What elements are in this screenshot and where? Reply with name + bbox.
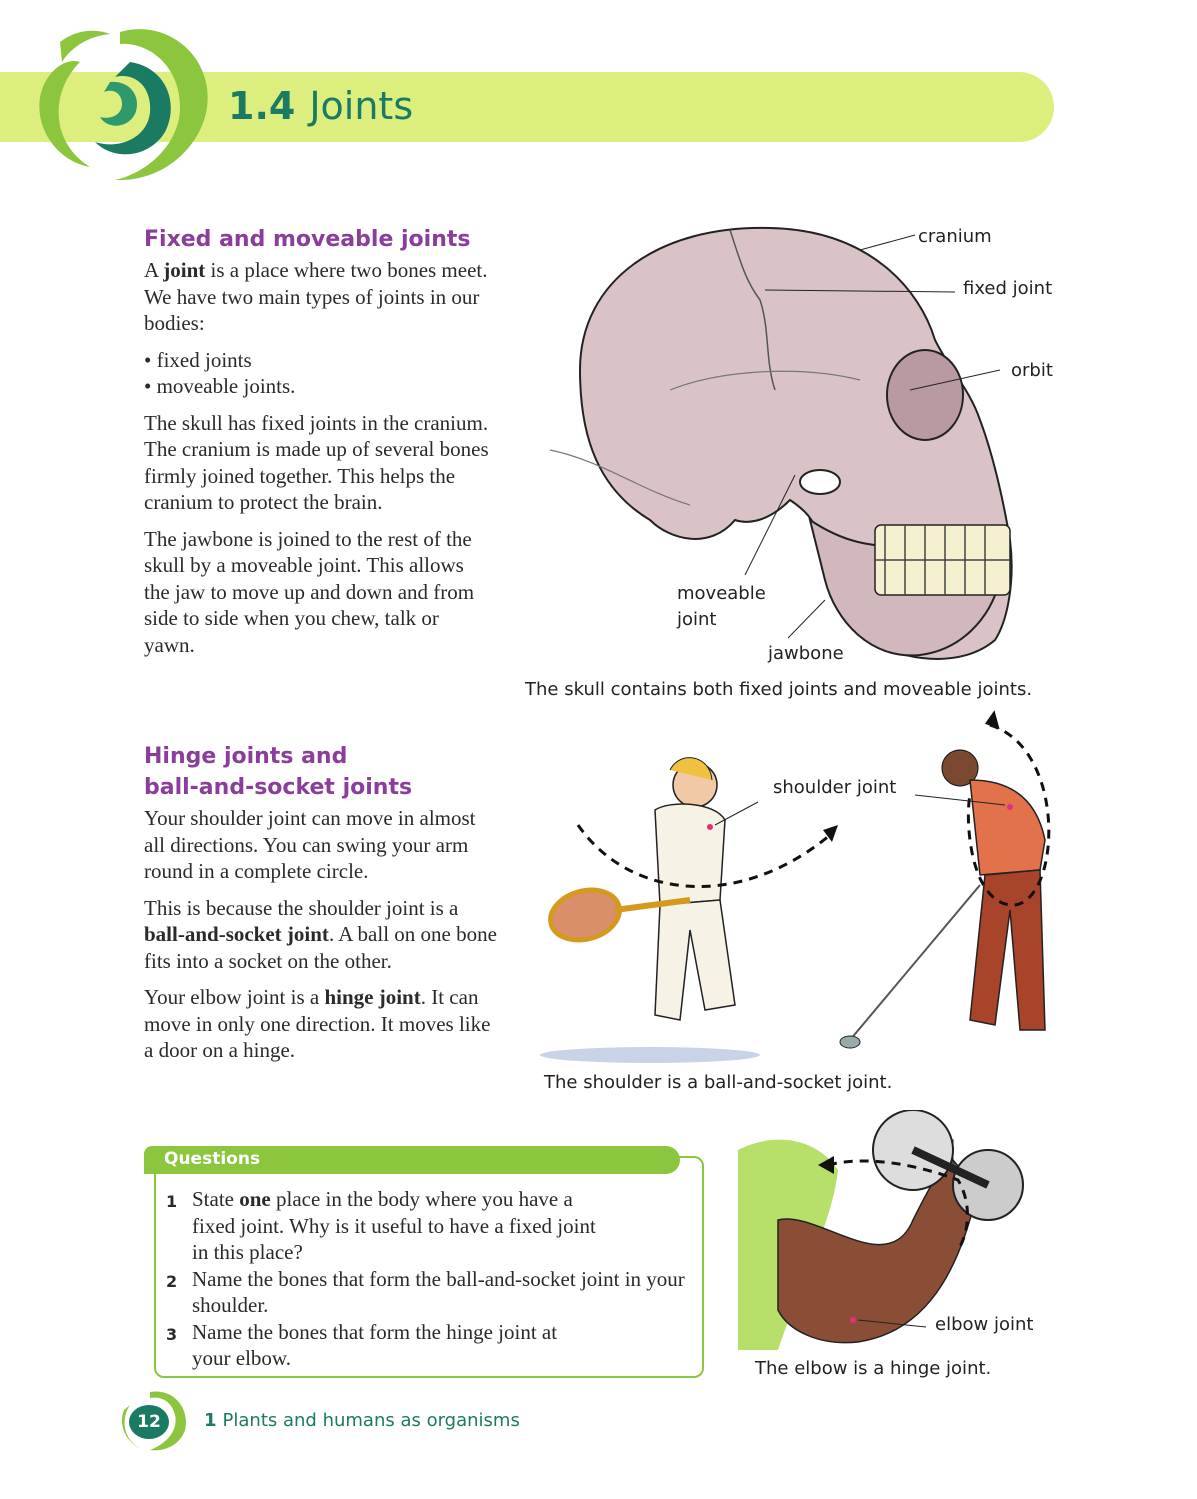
question-number: 2 [166,1271,178,1291]
label-jawbone: jawbone [768,643,844,664]
text: Name the bones that form the ball-and-socket joint in your shoulder. [192,1266,685,1317]
joint-types-list [144,347,494,400]
text: one [239,1187,271,1211]
elbow-caption: The elbow is a hinge joint. [755,1358,992,1379]
text: moveable [677,583,766,604]
text: place in the body where you have a fixed joint. Why is it useful to have a fixed joint in this place? [192,1187,596,1264]
list-item: • moveable joints. [144,374,296,398]
questions-header [144,1146,680,1174]
text: is a place where two bones meet. We have two main types of joints in our bodies: [144,258,488,335]
footer-chapter [204,1410,520,1431]
label-cranium: cranium [918,226,992,247]
section2-paragraph-1: Your shoulder joint can move in almost all directions. You can swing your arm round in a complete circle. [144,806,476,883]
section1-paragraph-2: The skull has fixed joints in the cranium. The cranium is made up of several bones firmly joined together. This helps the cranium to protect the brain. [144,410,489,514]
page-title [228,84,413,128]
question-item [166,1319,696,1372]
label-orbit: orbit [1011,360,1053,381]
list-item: • fixed joints [144,347,252,372]
heading-fixed-moveable: Fixed and moveable joints [144,227,471,252]
text: Hinge joints and [144,744,348,769]
page-number: 12 [129,1405,169,1439]
heading-hinge-ball-socket [144,741,504,803]
questions-list [166,1186,696,1372]
section2-paragraph-3 [144,984,499,1064]
text: ball-and-socket joints [144,775,413,800]
term-ball-and-socket: ball-and-socket joint [144,922,329,946]
label-shoulder-joint: shoulder joint [773,777,897,798]
question-item [166,1186,696,1266]
text: State [192,1187,240,1211]
shoulder-caption: The shoulder is a ball-and-socket joint. [544,1072,893,1093]
chapter-number: 1 [204,1410,217,1431]
term-hinge-joint: hinge joint [324,985,421,1009]
text: . A ball on one bone fits into a socket on the other. [144,922,497,973]
text: . It can move in only one direction. It moves like a door on a hinge. [144,985,491,1062]
section2-body [144,805,499,1074]
question-number: 1 [166,1192,178,1211]
skull-caption: The skull contains both fixed joints and moveable joints. [525,679,1033,700]
section-title: Joints [309,84,414,128]
label-elbow-joint: elbow joint [935,1314,1034,1335]
question-item [166,1266,696,1319]
text: Name the bones that form the hinge joint at your elbow. [192,1319,558,1370]
text: Your elbow joint is a [144,985,325,1009]
section1-body [144,257,494,668]
question-number: 3 [166,1324,178,1344]
term-joint: joint [163,258,206,282]
text: joint [677,609,717,630]
text: A [144,258,164,282]
shoulder-illustration [540,710,1060,1070]
questions-title: Questions [164,1149,261,1169]
swirl-logo-icon [20,22,220,192]
section1-paragraph-1 [144,257,494,337]
chapter-title: Plants and humans as organisms [222,1410,520,1431]
label-moveable-joint [677,581,766,633]
section1-paragraph-3: The jawbone is joined to the rest of the skull by a moveable joint. This allows the jaw to move up and down and from side to side when you chew, talk or yawn. [144,526,475,657]
label-fixed-joint: fixed joint [963,278,1053,299]
section-number: 1.4 [228,84,296,128]
text: This is because the shoulder joint is a [144,895,459,920]
section2-paragraph-2 [144,895,499,975]
